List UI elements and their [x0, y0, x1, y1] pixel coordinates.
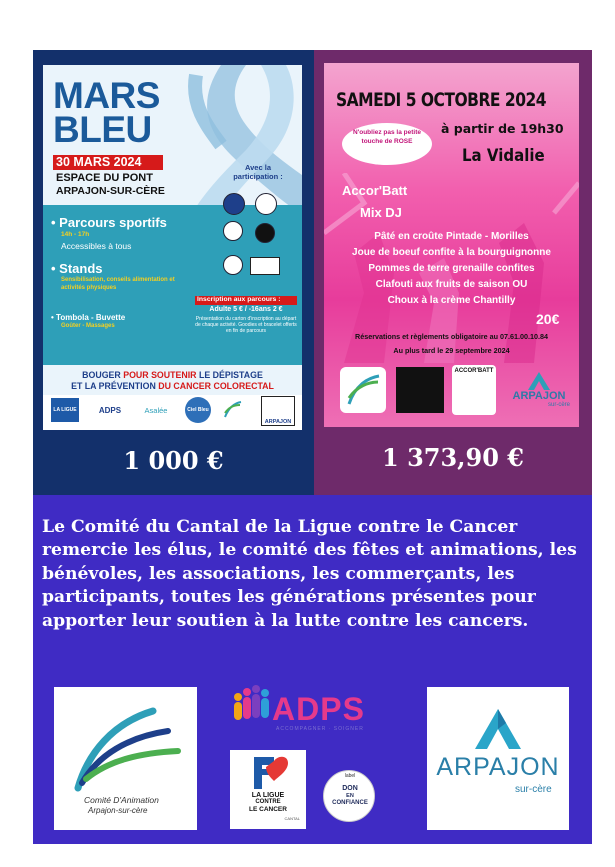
swirl-icon: [221, 399, 243, 421]
comite-logo-small: [340, 367, 386, 413]
asalee-logo: Asalée: [144, 405, 168, 415]
parcours-title: • Parcours sportifs: [51, 215, 167, 230]
october-event-poster: [324, 63, 579, 427]
act-accorbatt: Accor'Batt: [342, 183, 408, 198]
event-venue: ESPACE DU PONT: [56, 172, 153, 184]
accorbatt-logo: ACCOR'BATT: [452, 365, 496, 415]
swirl-icon: [343, 370, 383, 410]
adps-subtitle: ACCOMPAGNER · SOIGNER: [276, 726, 364, 732]
ligue-line3: LE CANCER: [249, 806, 287, 813]
participation-title: Avec la participation :: [233, 163, 283, 181]
menu-item: Pommes de terre grenaille confites: [368, 263, 535, 274]
ligue-line4: CANTAL: [284, 816, 300, 821]
amount-october: 1 373,90 €: [382, 443, 524, 472]
club-logo-6: [250, 257, 280, 275]
ligue-logo: LA LIGUE: [51, 398, 79, 422]
act-mix-dj: Mix DJ: [360, 205, 402, 220]
stands-desc: Sensibilisation, conseils alimentation et activités physiques: [61, 277, 175, 291]
stands-title: • Stands: [51, 261, 103, 276]
parcours-access: Accessibles à tous: [61, 241, 132, 251]
inscription-fine: Présentation du carton d'inscription au départ de chaque activité. Goodies et bracelet offerts en fin de parcours: [195, 316, 297, 335]
cloud-text: N'oubliez pas la petite touche de ROSE: [352, 129, 421, 145]
club-logo-5: [223, 255, 243, 275]
event-date: 30 MARS 2024: [56, 155, 142, 169]
parcours-hours: 14h - 17h: [61, 231, 90, 238]
event-price: 20€: [536, 311, 560, 327]
menu-item: Pâté en croûte Pintade - Morilles: [374, 231, 529, 242]
thanks-paragraph: Le Comité du Cantal de la Ligue contre le Cancer remercie les élus, le comité des fêtes et animations, les bénévoles, les associations, les commerçants, les participants, toutes les générations présentes pour apporter leur soutien à la lutte contre les cancers.: [42, 517, 577, 631]
label-don: DON: [342, 785, 358, 792]
event-place: La Vidalie: [462, 145, 545, 166]
label-en: EN: [346, 793, 354, 799]
club-logo-1: [223, 193, 245, 215]
ligue-cross-icon: [244, 755, 292, 791]
mars-bleu-poster: [43, 65, 302, 430]
label-top: label: [344, 773, 356, 779]
arpajon-name: ARPAJON: [436, 753, 560, 781]
adps-logo: ADPS: [98, 405, 122, 415]
adps-label: ADPS: [272, 691, 365, 727]
event-logos-strip: [324, 361, 579, 427]
slogan: BOUGER POUR SOUTENIR LE DÉPISTAGE ET LA PRÉVENTION DU CANCER COLORECTAL: [71, 370, 274, 391]
menu-item: Choux à la crème Chantilly: [387, 295, 516, 306]
arpajon-sub: sur-cère: [515, 784, 552, 795]
people-group-icon: [230, 685, 274, 729]
arpajon-label: ARPAJON: [512, 390, 566, 402]
arpajon-sub: sur-cère: [547, 402, 570, 408]
comite-name: Comité D'Animation: [84, 795, 159, 805]
mars-bleu-title: MARS BLEU: [53, 75, 160, 150]
menu-item: Clafouti aux fruits de saison OU: [375, 279, 528, 290]
ciel-bleu-logo: Ciel Bleu: [185, 397, 211, 423]
ligue-cancer-card: [230, 750, 306, 829]
tombola-title: • Tombola - Buvette: [51, 313, 126, 322]
inscription-title: Inscription aux parcours :: [197, 296, 281, 303]
arpajon-a-icon: [475, 709, 521, 749]
amount-mars-bleu: 1 000 €: [123, 446, 224, 475]
don-confiance-label: [323, 770, 375, 822]
ligue-line1: LA LIGUE: [251, 792, 285, 799]
ligue-line2: CONTRE: [255, 799, 281, 805]
comite-swirl-icon: [68, 703, 183, 793]
event-time: à partir de 19h30: [441, 121, 564, 136]
comite-animation-card: [54, 687, 197, 830]
club-logo-4: [255, 223, 275, 243]
club-logo-3: [223, 221, 243, 241]
event-city: ARPAJON-SUR-CÈRE: [56, 185, 165, 197]
adps-logo: [230, 685, 380, 733]
arpajon-a-icon: [528, 372, 550, 390]
arpajon-card: [427, 687, 569, 830]
club-logo-2: [255, 193, 277, 215]
comite-city: Arpajon-sur-cère: [88, 806, 148, 815]
menu-list: [324, 229, 579, 309]
event-title: SAMEDI 5 OCTOBRE 2024: [336, 89, 547, 111]
fetes-logo: [396, 367, 444, 413]
tombola-sub: Goûter - Massages: [61, 323, 115, 329]
comite-logo-small: [221, 399, 243, 421]
arpajon-logo-small: [508, 367, 570, 413]
reservation-info: Réservations et règlements obligatoire au 07.61.00.10.84 Au plus tard le 29 septembre 2024: [355, 332, 548, 355]
inscription-prices: Adulte 5 € / -16ans 2 €: [209, 306, 283, 313]
label-confiance: CONFIANCE: [332, 800, 368, 806]
partner-logos-strip: [43, 395, 302, 430]
menu-item: Joue de boeuf confite à la bourguignonne: [352, 247, 551, 258]
arpajon-logo-small: ARPAJON: [261, 396, 295, 426]
